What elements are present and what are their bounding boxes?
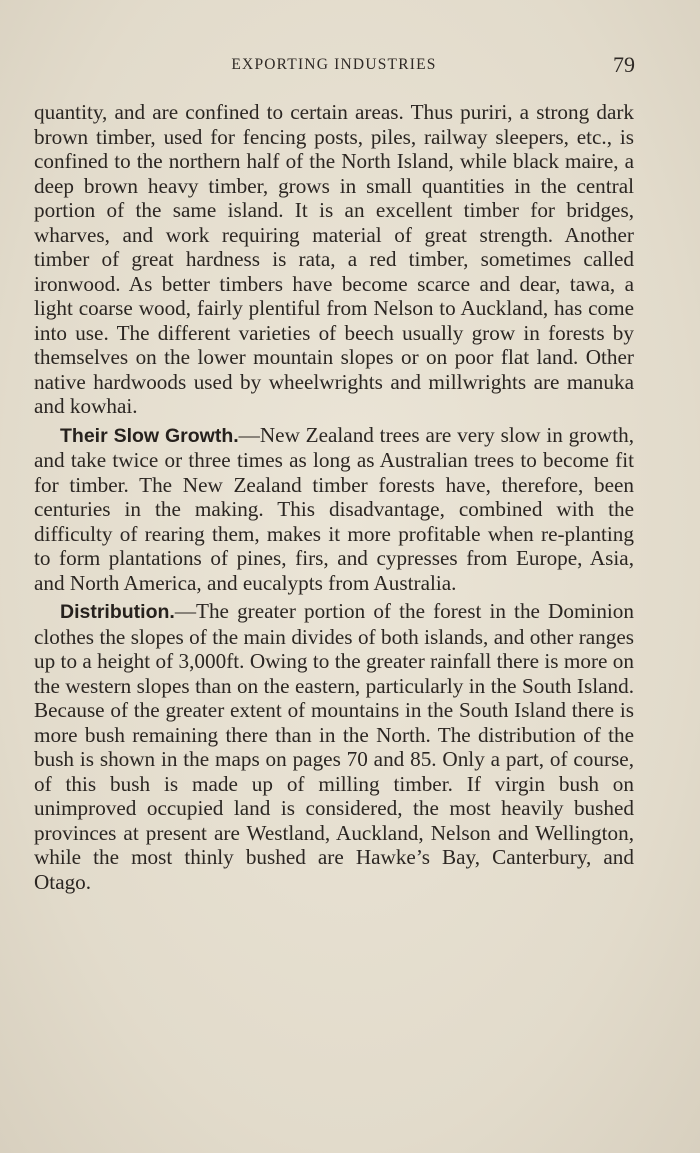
paragraph-text: —The greater portion of the forest in the Dominion clothes the slopes of the main divides of both islands, and other ranges up to a height of 3,000ft. Owing to the greater rainfall there is more on the western slopes than on the eastern, particularly in the South Island. Because of the greater extent of mountains in the South Island there is more bush remaining there than in the North. The distribution of the bush is shown in the maps on pages 70 and 85. Only a part, of course, of this bush is made up of milling timber. If virgin bush on unimproved occupied land is considered, the most heavily bushed provinces at present are Westland, Auckland, Nelson and Wellington, while the most thinly bushed are Hawke’s Bay, Canterbury, and Otago.	[34, 599, 634, 894]
running-head-title: EXPORTING INDUSTRIES	[231, 56, 437, 73]
paragraph-text: quantity, and are confined to certain areas. Thus puriri, a strong dark brown timber, used for fencing posts, piles, railway sleepers, etc., is confined to the northern half of the North Island, while black maire, a deep brown heavy timber, grows in small quantities in the central portion of the same island. It is an excellent timber for bridges, wharves, and work requiring material of great strength. Another timber of great hardness is rata, a red timber, sometimes called ironwood. As better timbers have become scarce and dear, tawa, a light coarse wood, fairly plentiful from Nelson to Auckland, has come into use. The different varieties of beech usually grow in forests by themselves on the lower mountain slopes or on poor flat land. Other native hardwoods used by wheelwrights and millwrights are manuka and kowhai.	[34, 100, 634, 418]
paragraph-timber-varieties	[34, 100, 634, 419]
page-number: 79	[613, 52, 635, 77]
run-in-heading-slow-growth: Their Slow Growth.	[60, 424, 239, 447]
body-text	[34, 100, 634, 898]
running-head	[34, 52, 634, 78]
run-in-heading-distribution: Distribution.	[60, 601, 175, 623]
paragraph-slow-growth	[34, 423, 634, 596]
paragraph-text: —New Zealand trees are very slow in growth, and take twice or three times as long as Australian trees to become fit for timber. The New Zealand timber forests have, therefore, been centuries in the making. This disadvantage, combined with the difficulty of rearing them, makes it more profitable when re-planting to form plantations of pines, firs, and cypresses from Europe, Asia, and North America, and eucalypts from Australia.	[34, 422, 634, 595]
paragraph-distribution	[34, 599, 634, 894]
